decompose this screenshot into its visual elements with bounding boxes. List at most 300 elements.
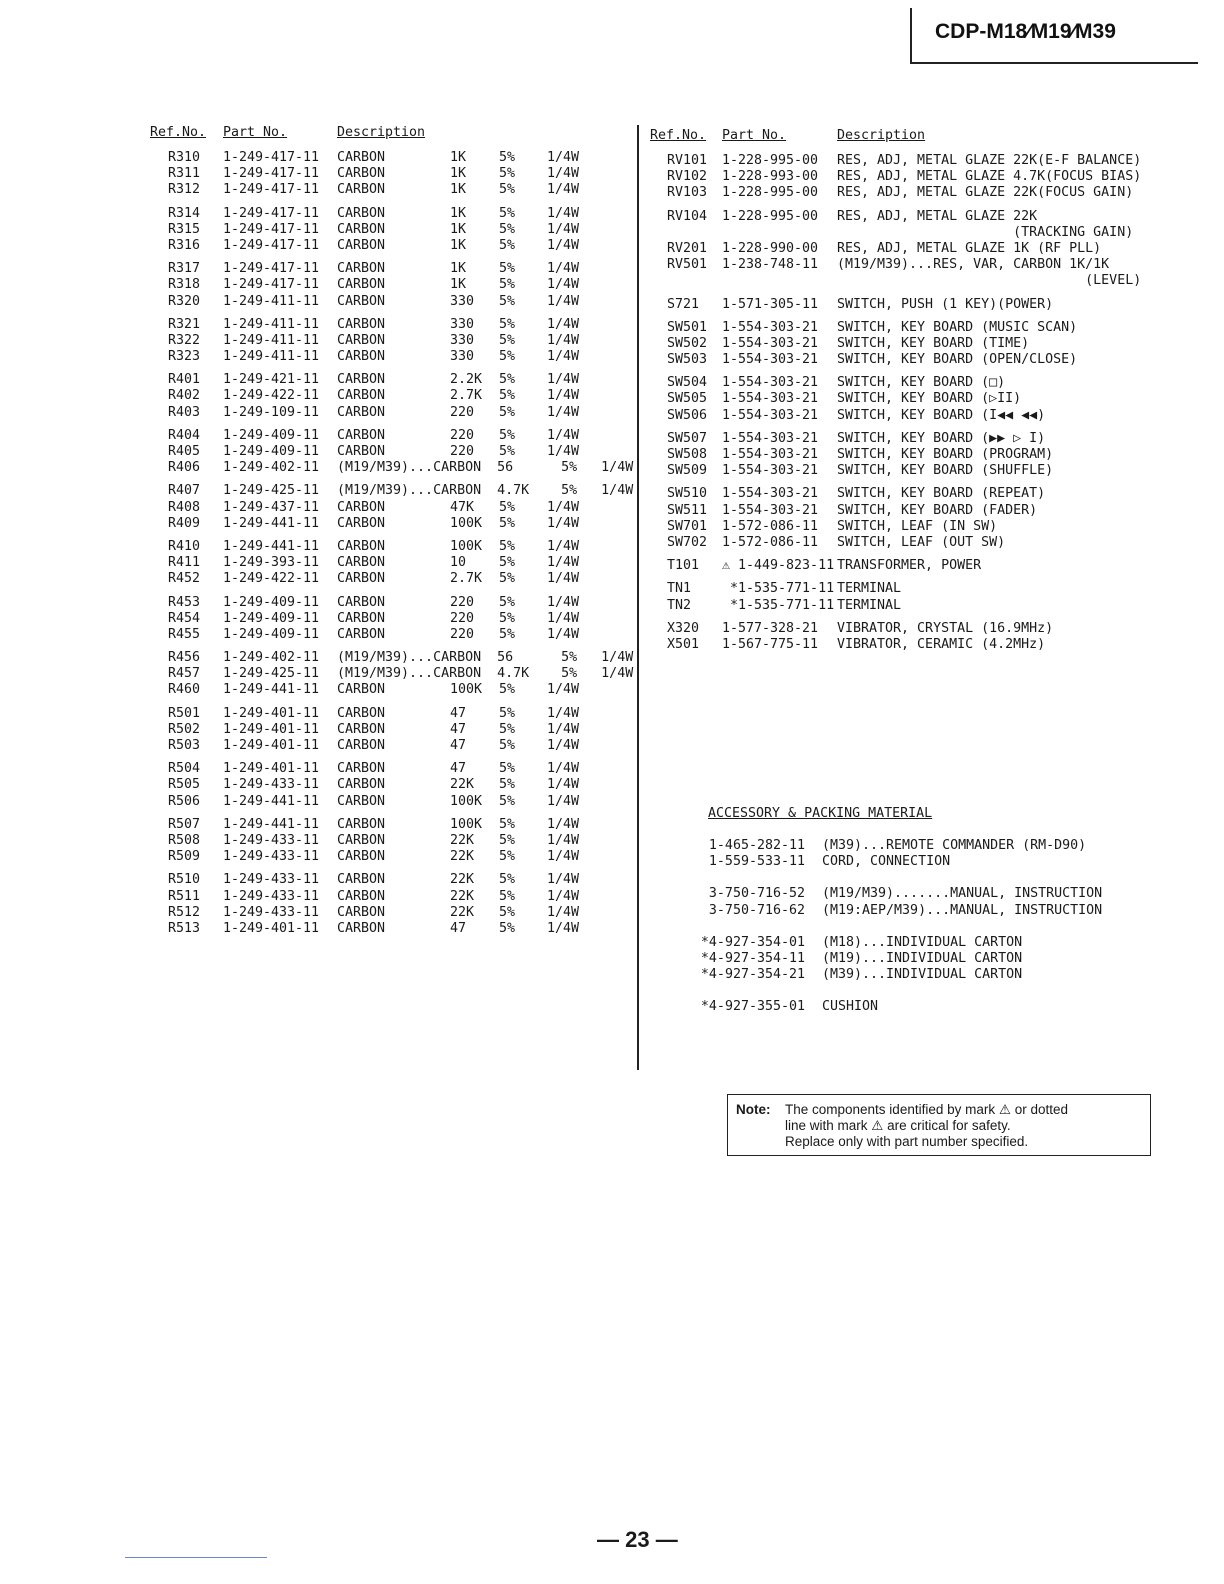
ref-no: SW511 (667, 502, 708, 518)
description-header: Description (337, 125, 426, 140)
description: CARBON (337, 816, 386, 832)
tolerance: 5% (499, 499, 516, 515)
part-no: 1-249-417-11 (223, 221, 320, 237)
part-no: 1-249-417-11 (223, 150, 320, 165)
value: 1K (450, 166, 467, 182)
description: CARBON (337, 872, 386, 888)
description: CARBON (337, 777, 386, 793)
table-row (650, 621, 1210, 637)
wattage: 1/4W (547, 682, 580, 698)
value: 47 (450, 705, 467, 721)
tolerance: 5% (499, 594, 516, 610)
column-divider (637, 125, 639, 1070)
row-group (650, 581, 1210, 613)
tolerance: 5% (499, 682, 516, 698)
row-group (650, 375, 1210, 424)
wattage: 1/4W (547, 571, 580, 587)
right-parts-table (650, 128, 1210, 653)
ref-no: SW505 (667, 391, 708, 407)
table-row (150, 738, 640, 754)
note-text (785, 1102, 1145, 1150)
table-row (150, 182, 640, 198)
list-item (695, 886, 1195, 902)
ref-no: SW701 (667, 518, 708, 534)
description: SWITCH, KEY BOARD (MUSIC SCAN) (837, 319, 1078, 335)
part-no: 3-750-716-52 (708, 886, 805, 902)
ref-no: R505 (167, 777, 200, 793)
ref-no: SW501 (667, 319, 708, 335)
part-no: 1-249-401-11 (223, 738, 320, 753)
accessory-group (695, 935, 1195, 984)
description: CARBON (337, 761, 386, 777)
table-row (650, 336, 1210, 352)
table-row (150, 539, 640, 555)
value: 100K (450, 816, 483, 832)
value: 330 (450, 316, 475, 332)
value: 1K (450, 205, 467, 221)
page-number: — 23 — (597, 1527, 678, 1552)
part-no: 1-249-433-11 (223, 872, 320, 888)
wattage: 1/4W (547, 849, 580, 865)
ref-no-header: Ref.No. (650, 128, 707, 143)
description: CARBON (337, 205, 386, 221)
ref-no: SW509 (667, 463, 708, 479)
ref-no: SW502 (667, 335, 708, 351)
value: 1K (450, 150, 467, 165)
accessory-list (695, 838, 1195, 1016)
table-row (150, 706, 640, 722)
wattage: 1/4W (547, 777, 580, 793)
ref-no: R460 (167, 682, 200, 698)
note-line-3: Replace only with part number specified. (785, 1134, 1029, 1149)
row-group (650, 621, 1210, 653)
wattage: 1/4W (547, 427, 580, 443)
row-group (150, 595, 640, 644)
right-table-body (650, 153, 1210, 653)
part-no: 1-249-433-11 (223, 904, 320, 920)
description: CARBON (337, 515, 386, 531)
description: (M19/M39)...CARBON 4.7K 5% 1/4W (337, 666, 634, 682)
value: 330 (450, 293, 475, 309)
description: CARBON (337, 427, 386, 443)
part-no: 1-572-086-11 (722, 534, 819, 550)
value: 100K (450, 515, 483, 531)
ref-no: RV201 (667, 240, 708, 256)
value: 47 (450, 738, 467, 753)
part-no: *1-535-771-11 (722, 597, 835, 613)
part-no: 1-249-417-11 (223, 182, 320, 198)
ref-no: R512 (167, 904, 200, 920)
description-header: Description (837, 128, 926, 143)
ref-no: R314 (167, 205, 200, 221)
description: CARBON (337, 705, 386, 721)
part-no: 1-554-303-21 (722, 407, 819, 423)
part-no: 1-249-421-11 (223, 372, 320, 388)
description: CARBON (337, 404, 386, 420)
part-no: 1-249-401-11 (223, 705, 320, 721)
wattage: 1/4W (547, 237, 580, 253)
wattage: 1/4W (547, 166, 580, 182)
value: 1K (450, 261, 467, 277)
part-no: *4-927-354-21 (700, 967, 805, 983)
wattage: 1/4W (547, 444, 580, 459)
value: 2.2K (450, 372, 483, 388)
ref-no: R408 (167, 499, 200, 515)
part-no: 1-249-417-11 (223, 261, 320, 277)
description: SWITCH, KEY BOARD (OPEN/CLOSE) (837, 352, 1078, 368)
tolerance: 5% (499, 316, 516, 332)
table-row (150, 294, 640, 310)
wattage: 1/4W (547, 904, 580, 920)
ref-no: R315 (167, 221, 200, 237)
tolerance: 5% (499, 293, 516, 309)
description: CARBON (337, 832, 386, 848)
wattage: 1/4W (547, 182, 580, 198)
ref-no: SW508 (667, 447, 708, 462)
table-row (650, 408, 1210, 424)
part-no: 1-228-995-00 (722, 153, 819, 168)
safety-note-box (727, 1094, 1151, 1156)
ref-no: RV501 (667, 257, 708, 273)
ref-no: R503 (167, 738, 200, 753)
ref-no: R312 (167, 182, 200, 198)
wattage: 1/4W (547, 388, 580, 404)
ref-no: R410 (167, 538, 200, 554)
table-row (150, 921, 640, 937)
table-row (650, 320, 1210, 336)
value: 1K (450, 237, 467, 253)
part-no: 1-249-411-11 (223, 332, 320, 348)
description: SWITCH, KEY BOARD (PROGRAM) (837, 447, 1054, 462)
ref-no: X501 (667, 636, 700, 652)
table-row (150, 889, 640, 905)
description: VIBRATOR, CERAMIC (4.2MHz) (837, 636, 1046, 652)
table-row (150, 595, 640, 611)
part-no: *4-927-354-01 (700, 934, 805, 950)
tolerance: 5% (499, 388, 516, 404)
table-row (650, 153, 1210, 169)
part-no: 1-465-282-11 (708, 838, 805, 853)
description: CARBON (337, 261, 386, 277)
tolerance: 5% (499, 332, 516, 348)
description: CARBON (337, 150, 386, 165)
table-row (150, 333, 640, 349)
ref-no: R316 (167, 237, 200, 253)
part-no: 1-559-533-11 (708, 854, 805, 870)
wattage: 1/4W (547, 888, 580, 904)
description: (M39)...INDIVIDUAL CARTON (822, 967, 1023, 983)
tolerance: 5% (499, 150, 516, 165)
description: CARBON (337, 738, 386, 753)
description: (M19/M39)...CARBON 56 5% 1/4W (337, 460, 634, 476)
wattage: 1/4W (547, 816, 580, 832)
row-group (150, 706, 640, 755)
value: 220 (450, 427, 475, 443)
ref-no: R453 (167, 594, 200, 610)
description: CARBON (337, 372, 386, 388)
part-no: 1-249-411-11 (223, 349, 320, 365)
part-no: 1-249-441-11 (223, 793, 320, 809)
wattage: 1/4W (547, 721, 580, 737)
ref-no: R311 (167, 166, 200, 182)
table-row (650, 375, 1210, 391)
ref-no: R510 (167, 872, 200, 888)
ref-no: R452 (167, 571, 200, 587)
left-table-body (150, 150, 640, 937)
part-no: 1-249-417-11 (223, 166, 320, 182)
description: (M19/M39)...RES, VAR, CARBON 1K/1K (837, 257, 1110, 273)
list-item (695, 999, 1195, 1015)
part-no: 1-249-409-11 (223, 610, 320, 626)
tolerance: 5% (499, 427, 516, 443)
part-no: 1-249-402-11 (223, 650, 320, 666)
description: RES, ADJ, METAL GLAZE 1K (RF PLL) (837, 240, 1102, 256)
row-group (150, 761, 640, 810)
wattage: 1/4W (547, 205, 580, 221)
ref-no: R455 (167, 626, 200, 642)
ref-no: SW510 (667, 486, 708, 502)
ref-no-header: Ref.No. (150, 125, 207, 140)
row-group (650, 209, 1210, 290)
table-row (150, 833, 640, 849)
ref-no: R457 (167, 666, 200, 682)
accessory-section-title: ACCESSORY & PACKING MATERIAL (708, 806, 933, 821)
tolerance: 5% (499, 182, 516, 198)
table-row (150, 460, 640, 476)
table-row (150, 388, 640, 404)
part-no: 3-750-716-62 (708, 902, 805, 918)
value: 2.7K (450, 571, 483, 587)
description: CARBON (337, 316, 386, 332)
value: 22K (450, 777, 475, 793)
table-row (150, 500, 640, 516)
table-row (150, 516, 640, 532)
row-group (150, 872, 640, 937)
row-group (650, 153, 1210, 202)
part-no: 1-554-303-21 (722, 391, 819, 407)
wattage: 1/4W (547, 920, 580, 936)
table-row (150, 444, 640, 460)
table-row (650, 637, 1210, 653)
part-no: 1-249-411-11 (223, 316, 320, 332)
description: CARBON (337, 349, 386, 365)
ref-no: RV101 (667, 153, 708, 168)
tolerance: 5% (499, 261, 516, 277)
description: CARBON (337, 499, 386, 515)
description: (M19/M39).......MANUAL, INSTRUCTION (822, 886, 1103, 902)
part-no: 1-249-411-11 (223, 293, 320, 309)
value: 100K (450, 538, 483, 554)
wattage: 1/4W (547, 832, 580, 848)
table-row (650, 273, 1210, 289)
part-no: 1-249-441-11 (223, 538, 320, 554)
table-row (650, 169, 1210, 185)
wattage: 1/4W (547, 404, 580, 420)
ref-no: R318 (167, 277, 200, 293)
description: SWITCH, LEAF (OUT SW) (837, 534, 1006, 550)
description: RES, ADJ, METAL GLAZE 4.7K(FOCUS BIAS) (837, 169, 1142, 185)
description: CARBON (337, 388, 386, 404)
ref-no: R402 (167, 388, 200, 404)
wattage: 1/4W (547, 261, 580, 277)
description: SWITCH, PUSH (1 KEY)(POWER) (837, 296, 1054, 312)
part-no: 1-554-303-21 (722, 430, 819, 446)
part-no-header: Part No. (722, 128, 787, 143)
ref-no: R456 (167, 650, 200, 666)
part-no: 1-554-303-21 (722, 375, 819, 391)
table-row (650, 598, 1210, 614)
ref-no: T101 (667, 558, 700, 574)
tolerance: 5% (499, 538, 516, 554)
ref-no: R454 (167, 610, 200, 626)
part-no: 1-228-995-00 (722, 185, 819, 201)
table-row (150, 261, 640, 277)
list-item (695, 967, 1195, 983)
ref-no: R502 (167, 721, 200, 737)
value: 220 (450, 626, 475, 642)
table-row (150, 150, 640, 166)
wattage: 1/4W (547, 316, 580, 332)
tolerance: 5% (499, 793, 516, 809)
description: CARBON (337, 888, 386, 904)
note-label: Note: (736, 1102, 771, 1117)
wattage: 1/4W (547, 761, 580, 777)
list-item (695, 935, 1195, 951)
part-no: 1-238-748-11 (722, 257, 819, 273)
part-no: 1-572-086-11 (722, 518, 819, 534)
part-no: 1-249-409-11 (223, 444, 320, 459)
tolerance: 5% (499, 721, 516, 737)
table-row (150, 611, 640, 627)
description: (M19:AEP/M39)...MANUAL, INSTRUCTION (822, 902, 1103, 918)
table-row (150, 222, 640, 238)
table-row (150, 650, 640, 666)
tolerance: 5% (499, 777, 516, 793)
part-no: 1-249-425-11 (223, 666, 320, 682)
wattage: 1/4W (547, 332, 580, 348)
part-no: 1-554-303-21 (722, 463, 819, 479)
value: 220 (450, 404, 475, 420)
table-row (650, 447, 1210, 463)
row-group (650, 558, 1210, 574)
list-item (695, 903, 1195, 919)
part-no: 1-249-409-11 (223, 594, 320, 610)
description: TERMINAL (837, 597, 902, 613)
tolerance: 5% (499, 555, 516, 571)
description: CARBON (337, 920, 386, 936)
description: CARBON (337, 571, 386, 587)
ref-no: TN1 (667, 581, 692, 597)
table-row (650, 519, 1210, 535)
wattage: 1/4W (547, 555, 580, 571)
row-group (150, 817, 640, 866)
part-no: 1-249-402-11 (223, 460, 320, 476)
value: 47K (450, 499, 475, 515)
part-no: 1-554-303-21 (722, 502, 819, 518)
part-no: 1-571-305-11 (722, 296, 819, 312)
row-group (150, 261, 640, 310)
tolerance: 5% (499, 761, 516, 777)
ref-no: SW506 (667, 407, 708, 423)
value: 10 (450, 555, 467, 571)
value: 1K (450, 277, 467, 293)
table-row (650, 391, 1210, 407)
row-group (150, 539, 640, 588)
value: 22K (450, 904, 475, 920)
table-row (150, 166, 640, 182)
value: 330 (450, 349, 475, 365)
description: (M19)...INDIVIDUAL CARTON (822, 950, 1023, 966)
value: 1K (450, 221, 467, 237)
ref-no: R322 (167, 332, 200, 348)
table-row (650, 486, 1210, 502)
value: 22K (450, 888, 475, 904)
part-no: 1-228-995-00 (722, 208, 819, 224)
description: (M19/M39)...CARBON 56 5% 1/4W (337, 650, 634, 666)
part-no: 1-554-303-21 (722, 319, 819, 335)
table-row (650, 463, 1210, 479)
table-row (650, 431, 1210, 447)
part-no: 1-249-417-11 (223, 205, 320, 221)
tolerance: 5% (499, 404, 516, 420)
ref-no: SW702 (667, 534, 708, 550)
description: SWITCH, LEAF (IN SW) (837, 518, 998, 534)
table-row (650, 225, 1210, 241)
tolerance: 5% (499, 237, 516, 253)
description: CUSHION (822, 999, 879, 1015)
ref-no: R310 (167, 150, 200, 165)
ref-no: SW504 (667, 375, 708, 391)
ref-no: SW503 (667, 352, 708, 368)
description: SWITCH, KEY BOARD (SHUFFLE) (837, 463, 1054, 479)
part-no: 1-249-441-11 (223, 515, 320, 531)
part-no: 1-554-303-21 (722, 335, 819, 351)
value: 220 (450, 610, 475, 626)
description: RES, ADJ, METAL GLAZE 22K(FOCUS GAIN) (837, 185, 1134, 201)
description: (LEVEL) (837, 273, 1142, 289)
table-row (650, 241, 1210, 257)
table-row (150, 872, 640, 888)
description: CARBON (337, 293, 386, 309)
part-no: 1-249-433-11 (223, 777, 320, 793)
tolerance: 5% (499, 920, 516, 936)
ref-no: R404 (167, 427, 200, 443)
tolerance: 5% (499, 705, 516, 721)
wattage: 1/4W (547, 349, 580, 365)
wattage: 1/4W (547, 499, 580, 515)
table-row (150, 761, 640, 777)
row-group (150, 650, 640, 699)
table-row (150, 277, 640, 293)
row-group (150, 483, 640, 532)
row-group (150, 428, 640, 477)
tolerance: 5% (499, 515, 516, 531)
description: CARBON (337, 182, 386, 198)
part-no: 1-554-303-21 (722, 447, 819, 462)
description: CARBON (337, 793, 386, 809)
ref-no: R409 (167, 515, 200, 531)
description: (TRACKING GAIN) (837, 224, 1134, 240)
row-group (650, 297, 1210, 313)
tolerance: 5% (499, 221, 516, 237)
description: CARBON (337, 538, 386, 554)
ref-no: TN2 (667, 597, 692, 613)
tolerance: 5% (499, 571, 516, 587)
table-row (150, 849, 640, 865)
ref-no: R506 (167, 793, 200, 809)
description: SWITCH, KEY BOARD (□) (837, 375, 1006, 391)
left-parts-table (150, 125, 640, 937)
